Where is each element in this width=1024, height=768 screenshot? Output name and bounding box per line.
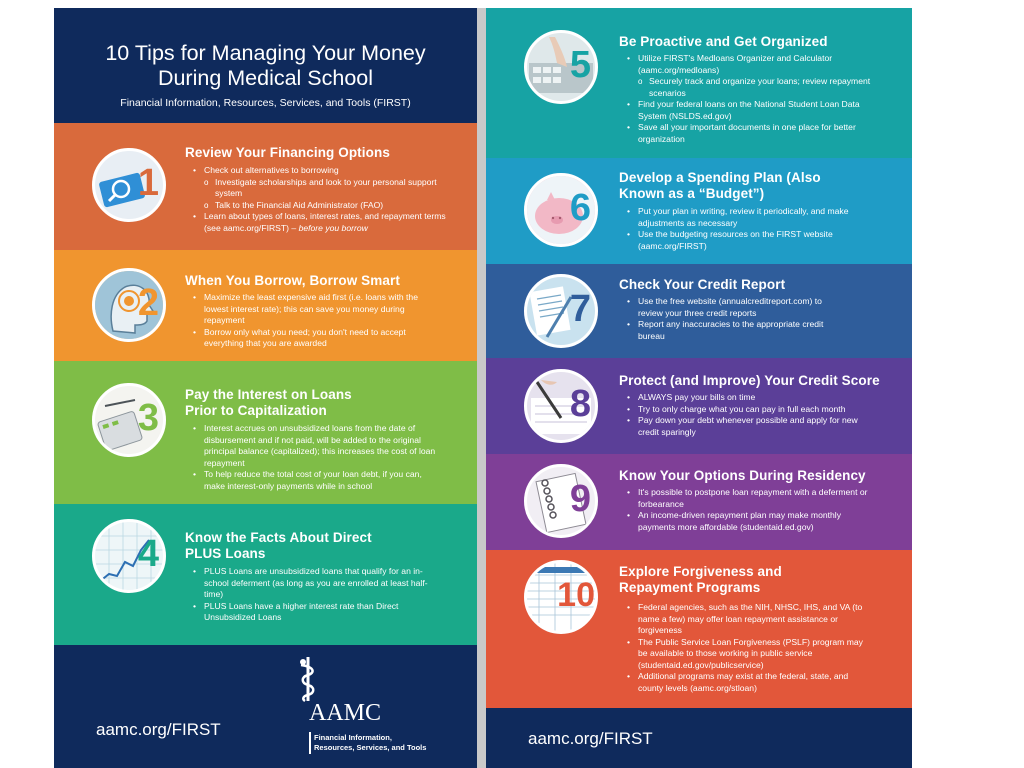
tip-2-number: 2 xyxy=(137,282,159,324)
tip-3-title: Pay the Interest on Loans Prior to Capitalization xyxy=(185,387,352,418)
list-item: • Utilize FIRST's Medloans Organizer and Calculator (aamc.org/medloans) xyxy=(627,53,872,76)
list-item: • Check out alternatives to borrowing xyxy=(193,165,463,177)
list-item-text: Learn about types of loans, interest rates, and repayment terms (see aamc.org/FIRST) – xyxy=(204,211,446,233)
tip-6-list xyxy=(627,206,872,252)
list-item: • Use the budgeting resources on the FIRST website (aamc.org/FIRST) xyxy=(627,229,872,252)
list-item xyxy=(193,211,463,234)
tip-6-title: Develop a Spending Plan (Also Known as a “Budget”) xyxy=(619,170,821,201)
tip-3-list xyxy=(193,423,441,492)
list-item: • Try to only charge what you can pay in full each month xyxy=(627,404,876,416)
list-item: • Report any inaccuracies to the appropriate credit bureau xyxy=(627,319,832,342)
tip-5-badge xyxy=(524,30,598,104)
list-item: o Securely track and organize your loans; review repayment scenarios xyxy=(627,76,872,99)
footer-url-right[interactable]: aamc.org/FIRST xyxy=(528,729,653,748)
list-item: • To help reduce the total cost of your loan debt, if you can, make interest-only payments while in school xyxy=(193,469,441,492)
page-gutter xyxy=(477,8,486,768)
logo-subtitle-line-1: Financial Information, xyxy=(314,733,392,742)
tip-8-list xyxy=(627,392,876,438)
aamc-logo xyxy=(295,653,445,758)
list-item: • Use the free website (annualcreditreport.com) to review your three credit reports xyxy=(627,296,832,319)
tip-4-badge xyxy=(92,519,166,593)
tip-10-section xyxy=(486,550,912,708)
tip-5-section xyxy=(486,8,912,158)
tip-3-number: 3 xyxy=(137,397,159,439)
tip-1-list xyxy=(193,165,463,234)
page-subtitle: Financial Information, Resources, Services, and Tools (FIRST) xyxy=(120,97,411,109)
tip-7-title: Check Your Credit Report xyxy=(619,277,786,292)
tip-7-badge xyxy=(524,274,598,348)
logo-subtitle-line-2: Resources, Services, and Tools xyxy=(314,743,427,752)
list-item: • The Public Service Loan Forgiveness (PSLF) program may be available to those working in public service (studentaid.ed.gov/publicservice) xyxy=(627,637,864,672)
tip-7-list xyxy=(627,296,832,342)
list-item: • Maximize the least expensive aid first (i.e. loans with the lowest interest rate); this can save you money during repayment xyxy=(193,292,437,327)
tip-4-section xyxy=(54,504,477,645)
list-item: • ALWAYS pay your bills on time xyxy=(627,392,876,404)
tip-8-badge xyxy=(524,369,598,443)
list-item: o Talk to the Financial Aid Administrator (FAO) xyxy=(193,200,463,212)
list-item: • Federal agencies, such as the NIH, NHSC, IHS, and VA (to name a few) may offer loan repayment assistance or forgiveness xyxy=(627,602,864,637)
tip-10-list xyxy=(627,602,864,694)
tip-2-list xyxy=(193,292,437,350)
list-item: • Put your plan in writing, review it periodically, and make adjustments as necessary xyxy=(627,206,872,229)
tip-7-number: 7 xyxy=(569,288,591,330)
tip-8-section xyxy=(486,358,912,454)
list-item: • An income-driven repayment plan may make monthly payments more affordable (studentaid.ed.gov) xyxy=(627,510,876,533)
tip-4-number: 4 xyxy=(137,533,159,575)
tip-6-section xyxy=(486,158,912,264)
list-item: • PLUS Loans are unsubsidized loans that qualify for an in-school deferment (as long as you are enrolled at least half-time) xyxy=(193,566,437,601)
tip-8-title: Protect (and Improve) Your Credit Score xyxy=(619,373,880,388)
logo-rule xyxy=(309,732,311,754)
tip-3-section xyxy=(54,361,477,504)
list-item: o Investigate scholarships and look to your personal support system xyxy=(193,177,463,200)
tip-8-number: 8 xyxy=(569,383,591,425)
logo-subtitle xyxy=(314,733,426,753)
tip-4-list xyxy=(193,566,437,624)
tip-4-title: Know the Facts About Direct PLUS Loans xyxy=(185,530,372,561)
tip-6-number: 6 xyxy=(569,187,591,229)
tip-9-title: Know Your Options During Residency xyxy=(619,468,866,483)
list-item: • Additional programs may exist at the federal, state, and county levels (aamc.org/stloan) xyxy=(627,671,864,694)
tip-5-number: 5 xyxy=(569,44,591,86)
list-item: • PLUS Loans have a higher interest rate than Direct Unsubsidized Loans xyxy=(193,601,437,624)
tip-1-title: Review Your Financing Options xyxy=(185,145,390,160)
tip-7-section xyxy=(486,264,912,358)
list-item: • Save all your important documents in one place for better organization xyxy=(627,122,872,145)
tip-1-badge xyxy=(92,148,166,222)
right-panel xyxy=(486,8,912,768)
tip-2-title: When You Borrow, Borrow Smart xyxy=(185,273,400,288)
tip-1-section xyxy=(54,123,477,250)
tip-9-badge xyxy=(524,464,598,538)
list-item: • Borrow only what you need; you don't need to accept everything that you are awarded xyxy=(193,327,437,350)
list-item: • It's possible to postpone loan repayment with a deferment or forbearance xyxy=(627,487,876,510)
list-item: • Find your federal loans on the National Student Loan Data System (NSLDS.ed.gov) xyxy=(627,99,872,122)
list-item: • Interest accrues on unsubsidized loans from the date of disbursement and if not paid, will be added to the original principal balance (capitalized); this increases the cost of loan repayment xyxy=(193,423,441,469)
tip-10-badge xyxy=(524,560,598,634)
list-item-emphasis: before you borrow xyxy=(298,222,368,233)
tip-5-list xyxy=(627,53,872,145)
tip-10-title: Explore Forgiveness and Repayment Programs xyxy=(619,564,782,595)
tip-10-number: 10 xyxy=(557,576,595,614)
tip-2-badge xyxy=(92,268,166,342)
caduceus-icon xyxy=(297,655,319,703)
logo-text: AAMC xyxy=(309,700,382,726)
page-header xyxy=(54,8,477,123)
tip-9-number: 9 xyxy=(569,478,591,520)
tip-3-badge xyxy=(92,383,166,457)
tip-9-section xyxy=(486,454,912,550)
tip-6-badge xyxy=(524,173,598,247)
tip-2-section xyxy=(54,250,477,361)
tip-1-number: 1 xyxy=(137,162,159,204)
tip-5-title: Be Proactive and Get Organized xyxy=(619,34,828,49)
page-title: 10 Tips for Managing Your Money During Medical School xyxy=(105,41,426,90)
left-panel xyxy=(54,8,477,768)
footer-url-left[interactable]: aamc.org/FIRST xyxy=(96,720,221,739)
tip-9-list xyxy=(627,487,876,533)
list-item: • Pay down your debt whenever possible and apply for new credit sparingly xyxy=(627,415,876,438)
